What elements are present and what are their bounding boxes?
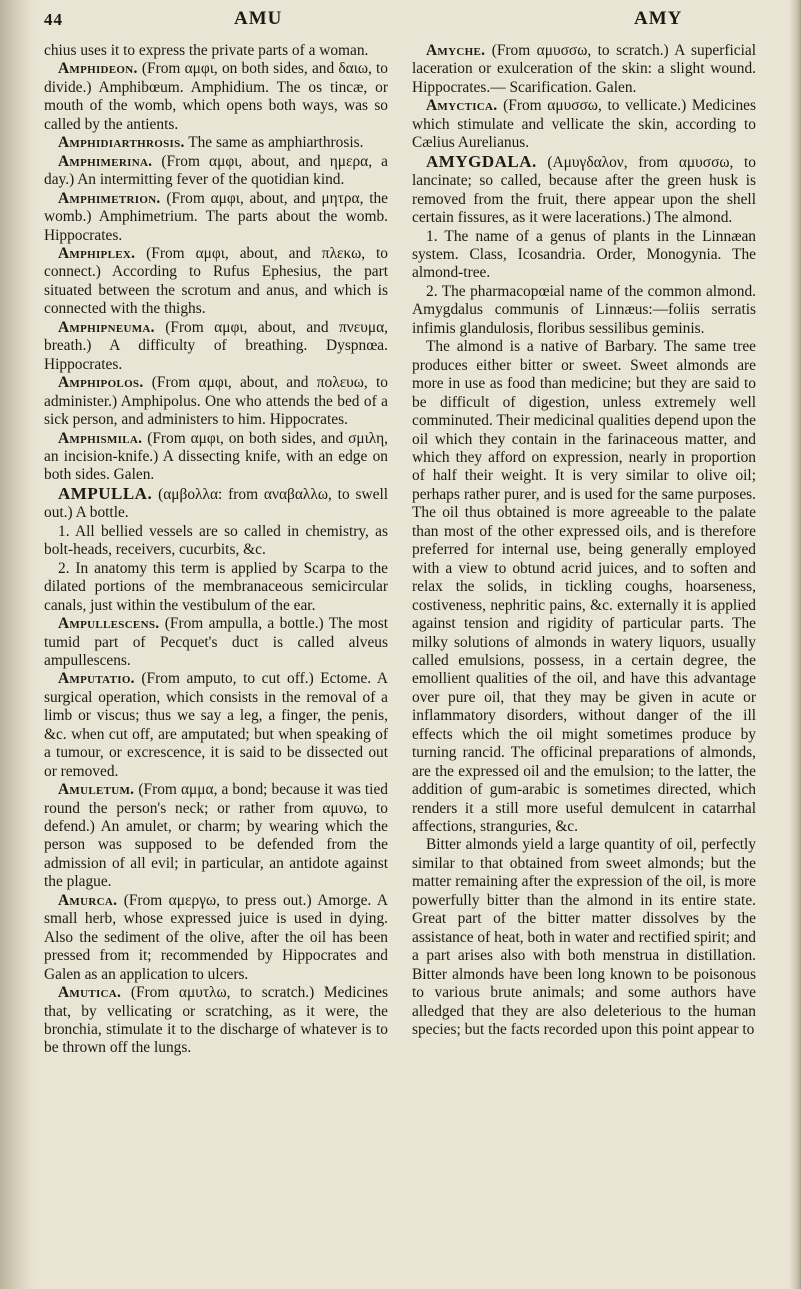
entry-text: (Αμυγδαλον, from αμυσσω, to lancinate; so called, because after the green husk is removed from the fruit, there appear upon the shell certain fissures, as it were lacerations.) The almond. xyxy=(412,153,756,227)
entry-headword: Amphidiarthrosis. xyxy=(58,134,185,152)
entry-headword: Ampullescens. xyxy=(58,615,160,633)
guide-word-right: AMY xyxy=(634,8,683,29)
dictionary-entry xyxy=(412,153,756,228)
entry-text: (From αμμα, a bond; because it was tied round the person's neck; or rather from αμυνω, to defend.) An amulet, or charm; by wearing which the person was supposed to be defended from the admission of all evil; in particular, an antidote against the plague. xyxy=(44,781,388,891)
entry-text: (From αμεργω, to press out.) Amorge. A small herb, whose expressed juice is used in dying. Also the sediment of the olive, after the oil has been pressed from it; recommended by Hippocrates and Galen as an application to ulcers. xyxy=(44,891,388,983)
entry-headword: Amphideon. xyxy=(58,60,138,78)
entry-text: chius uses it to express the private parts of a woman. xyxy=(44,42,369,59)
entry-text: (From αμφι, about, and πλεκω, to connect.) According to Rufus Ephesius, the part situated between the scrotum and anus, and which is connected with the thighs. xyxy=(44,244,388,318)
entry-headword: AMPULLA. xyxy=(58,483,153,503)
entry-headword: Amputatio. xyxy=(58,670,135,688)
entry-headword: Amyche. xyxy=(426,42,486,59)
entry-text: The same as amphiarthrosis. xyxy=(184,134,364,152)
dictionary-entry xyxy=(412,338,756,836)
entry-text: (From αμφι, about, and μητρα, the womb.) Amphimetrium. The parts about the womb. Hippocrates. xyxy=(44,189,388,244)
right-column xyxy=(412,42,756,1039)
entry-headword: Amphipolos. xyxy=(58,374,144,392)
entry-text: The almond is a native of Barbary. The same tree produces either bitter or sweet. Sweet almonds are more in use as food than medicine; but they are said to be difficult of digestion, unless extremely well comminuted. Their medicinal qualities depend upon the oil which they contain in the farinaceous matter, and which they afford on expression, nearly in proportion of half their weight. It is very similar to olive oil; perhaps rather purer, and is used for the same purposes. The oil thus obtained is more agreeable to the palate than most of the other expressed oils, and is therefore preferred for internal use, being generally employed with a view to obtund acrid juices, and to soften and relax the solids, in tickling coughs, hoarseness, costiveness, nephritic pains, &c. externally it is applied against tension and rigidity of particular parts. The milky solutions of almonds in watery liquors, usually called emulsions, possess, in a certain degree, the emollient qualities of the oil, and have this advantage over pure oil, that they may be given in acute or inflammatory disorders, without danger of the ill effects which the oil might sometimes produce by turning rancid. The officinal preparations of almonds, are the expressed oil and the emulsion; to the latter, the addition of gum-arabic is sometimes directed, which renders it a still more useful demulcent in catarrhal affections, stranguries, &c. xyxy=(412,338,756,836)
entry-text: Bitter almonds yield a large quantity of oil, perfectly similar to that obtained from sweet almonds; but the matter remaining after the expression of the oil, is more powerfully bitter than the almond in its entire state. Great part of the bitter matter dissolves by the assistance of heat, both in water and rectified spirit; and a part arises also with both menstrua in distillation. Bitter almonds have been long known to be poisonous to various brute animals; and some authors have alledged that they are also deleterious to the human species; but the facts recorded upon this point appear to xyxy=(412,836,756,1039)
entry-headword: Amurca. xyxy=(58,891,118,909)
dictionary-entry xyxy=(44,134,388,152)
dictionary-entry xyxy=(412,836,756,1039)
dictionary-entry xyxy=(44,60,388,134)
dictionary-entry xyxy=(412,97,756,152)
dictionary-entry xyxy=(44,560,388,615)
dictionary-entry xyxy=(44,485,388,523)
entry-headword: Amphipneuma. xyxy=(58,318,155,336)
dictionary-entry xyxy=(44,984,388,1058)
dictionary-entry xyxy=(44,42,388,60)
dictionary-entry xyxy=(44,523,388,560)
page-number: 44 xyxy=(44,10,63,29)
entry-text: 2. In anatomy this term is applied by Scarpa to the dilated portions of the membranaceous semicircular canals, just within the vestibulum of the ear. xyxy=(44,559,388,614)
entry-headword: Amuletum. xyxy=(58,781,135,799)
entry-text: 1. All bellied vessels are so called in chemistry, as bolt-heads, receivers, cucurbits, &c. xyxy=(44,522,388,559)
entry-text: (From αμφι, on both sides, and σμιλη, an incision-knife.) A dissecting knife, with an edge on both sides. Galen. xyxy=(44,429,388,484)
entry-headword: Amphimerina. xyxy=(58,152,153,170)
entry-headword: Amphismila. xyxy=(58,429,143,447)
dictionary-entry xyxy=(44,374,388,429)
entry-text: (From αμφι, about, and ημερα, a day.) An intermitting fever of the quotidian kind. xyxy=(44,152,388,189)
entry-text: (αμβολλα: from αναβαλλω, to swell out.) A bottle. xyxy=(44,485,388,522)
page-edge xyxy=(789,0,801,1289)
dictionary-entry xyxy=(44,430,388,485)
entry-text: (From αμφι, about, and πολευω, to administer.) Amphipolus. One who attends the bed of a sick person, and administers to him. Hippocrates. xyxy=(44,374,388,429)
dictionary-entry xyxy=(44,892,388,984)
dictionary-entry xyxy=(44,615,388,670)
page-gutter xyxy=(0,0,34,1289)
running-header xyxy=(44,6,784,36)
entry-headword: AMYGDALA. xyxy=(426,151,537,171)
dictionary-entry xyxy=(44,670,388,781)
entry-headword: Amphimetrion. xyxy=(58,189,161,207)
dictionary-entry xyxy=(412,228,756,283)
entry-text: (From αμφι, about, and πνευμα, breath.) A difficulty of breathing. Dyspnœa. Hippocrates. xyxy=(44,318,388,373)
left-column xyxy=(44,42,388,1058)
dictionary-entry xyxy=(412,42,756,97)
entry-text: (From αμυσσω, to vellicate.) Medicines which stimulate and vellicate the skin, according to Cælius Aurelianus. xyxy=(412,97,756,152)
entry-text: (From αμφι, on both sides, and δαιω, to divide.) Amphibœum. Amphidium. The os tincæ, or mouth of the womb, which opens both ways, was so called by the antients. xyxy=(44,60,388,133)
entry-text: (From αμυτλω, to scratch.) Medicines that, by vellicating or scratching, as it were, the bronchia, stimulate it to the discharge of whatever is to be thrown off the lungs. xyxy=(44,984,388,1057)
guide-word-left: AMU xyxy=(234,8,283,29)
dictionary-entry xyxy=(44,153,388,190)
entry-text: (From amputo, to cut off.) Ectome. A surgical operation, which consists in the removal of a limb or viscus; thus we say a leg, a finger, the penis, &c. when cut off, are amputated; but when speaking of a tumour, or excrescence, it is said to be dissected out or removed. xyxy=(44,670,388,780)
entry-headword: Amyctica. xyxy=(426,97,498,115)
dictionary-entry xyxy=(44,781,388,892)
entry-headword: Amutica. xyxy=(58,984,122,1002)
entry-text: (From αμυσσω, to scratch.) A superficial laceration or exulceration of the skin: a slight wound. Hippocrates.— Scarification. Galen. xyxy=(412,42,756,96)
entry-text: (From ampulla, a bottle.) The most tumid part of Pecquet's duct is called alveus ampullescens. xyxy=(44,615,388,669)
entry-headword: Amphiplex. xyxy=(58,244,136,262)
dictionary-entry xyxy=(44,245,388,319)
dictionary-entry xyxy=(44,190,388,245)
dictionary-entry xyxy=(412,283,756,338)
entry-text: 1. The name of a genus of plants in the Linnæan system. Class, Icosandria. Order, Monogynia. The almond-tree. xyxy=(412,227,756,282)
entry-text: 2. The pharmacopœial name of the common almond. Amygdalus communis of Linnæus:—foliis serratis infimis glandulosis, floribus sessilibus geminis. xyxy=(412,282,756,337)
dictionary-entry xyxy=(44,319,388,374)
